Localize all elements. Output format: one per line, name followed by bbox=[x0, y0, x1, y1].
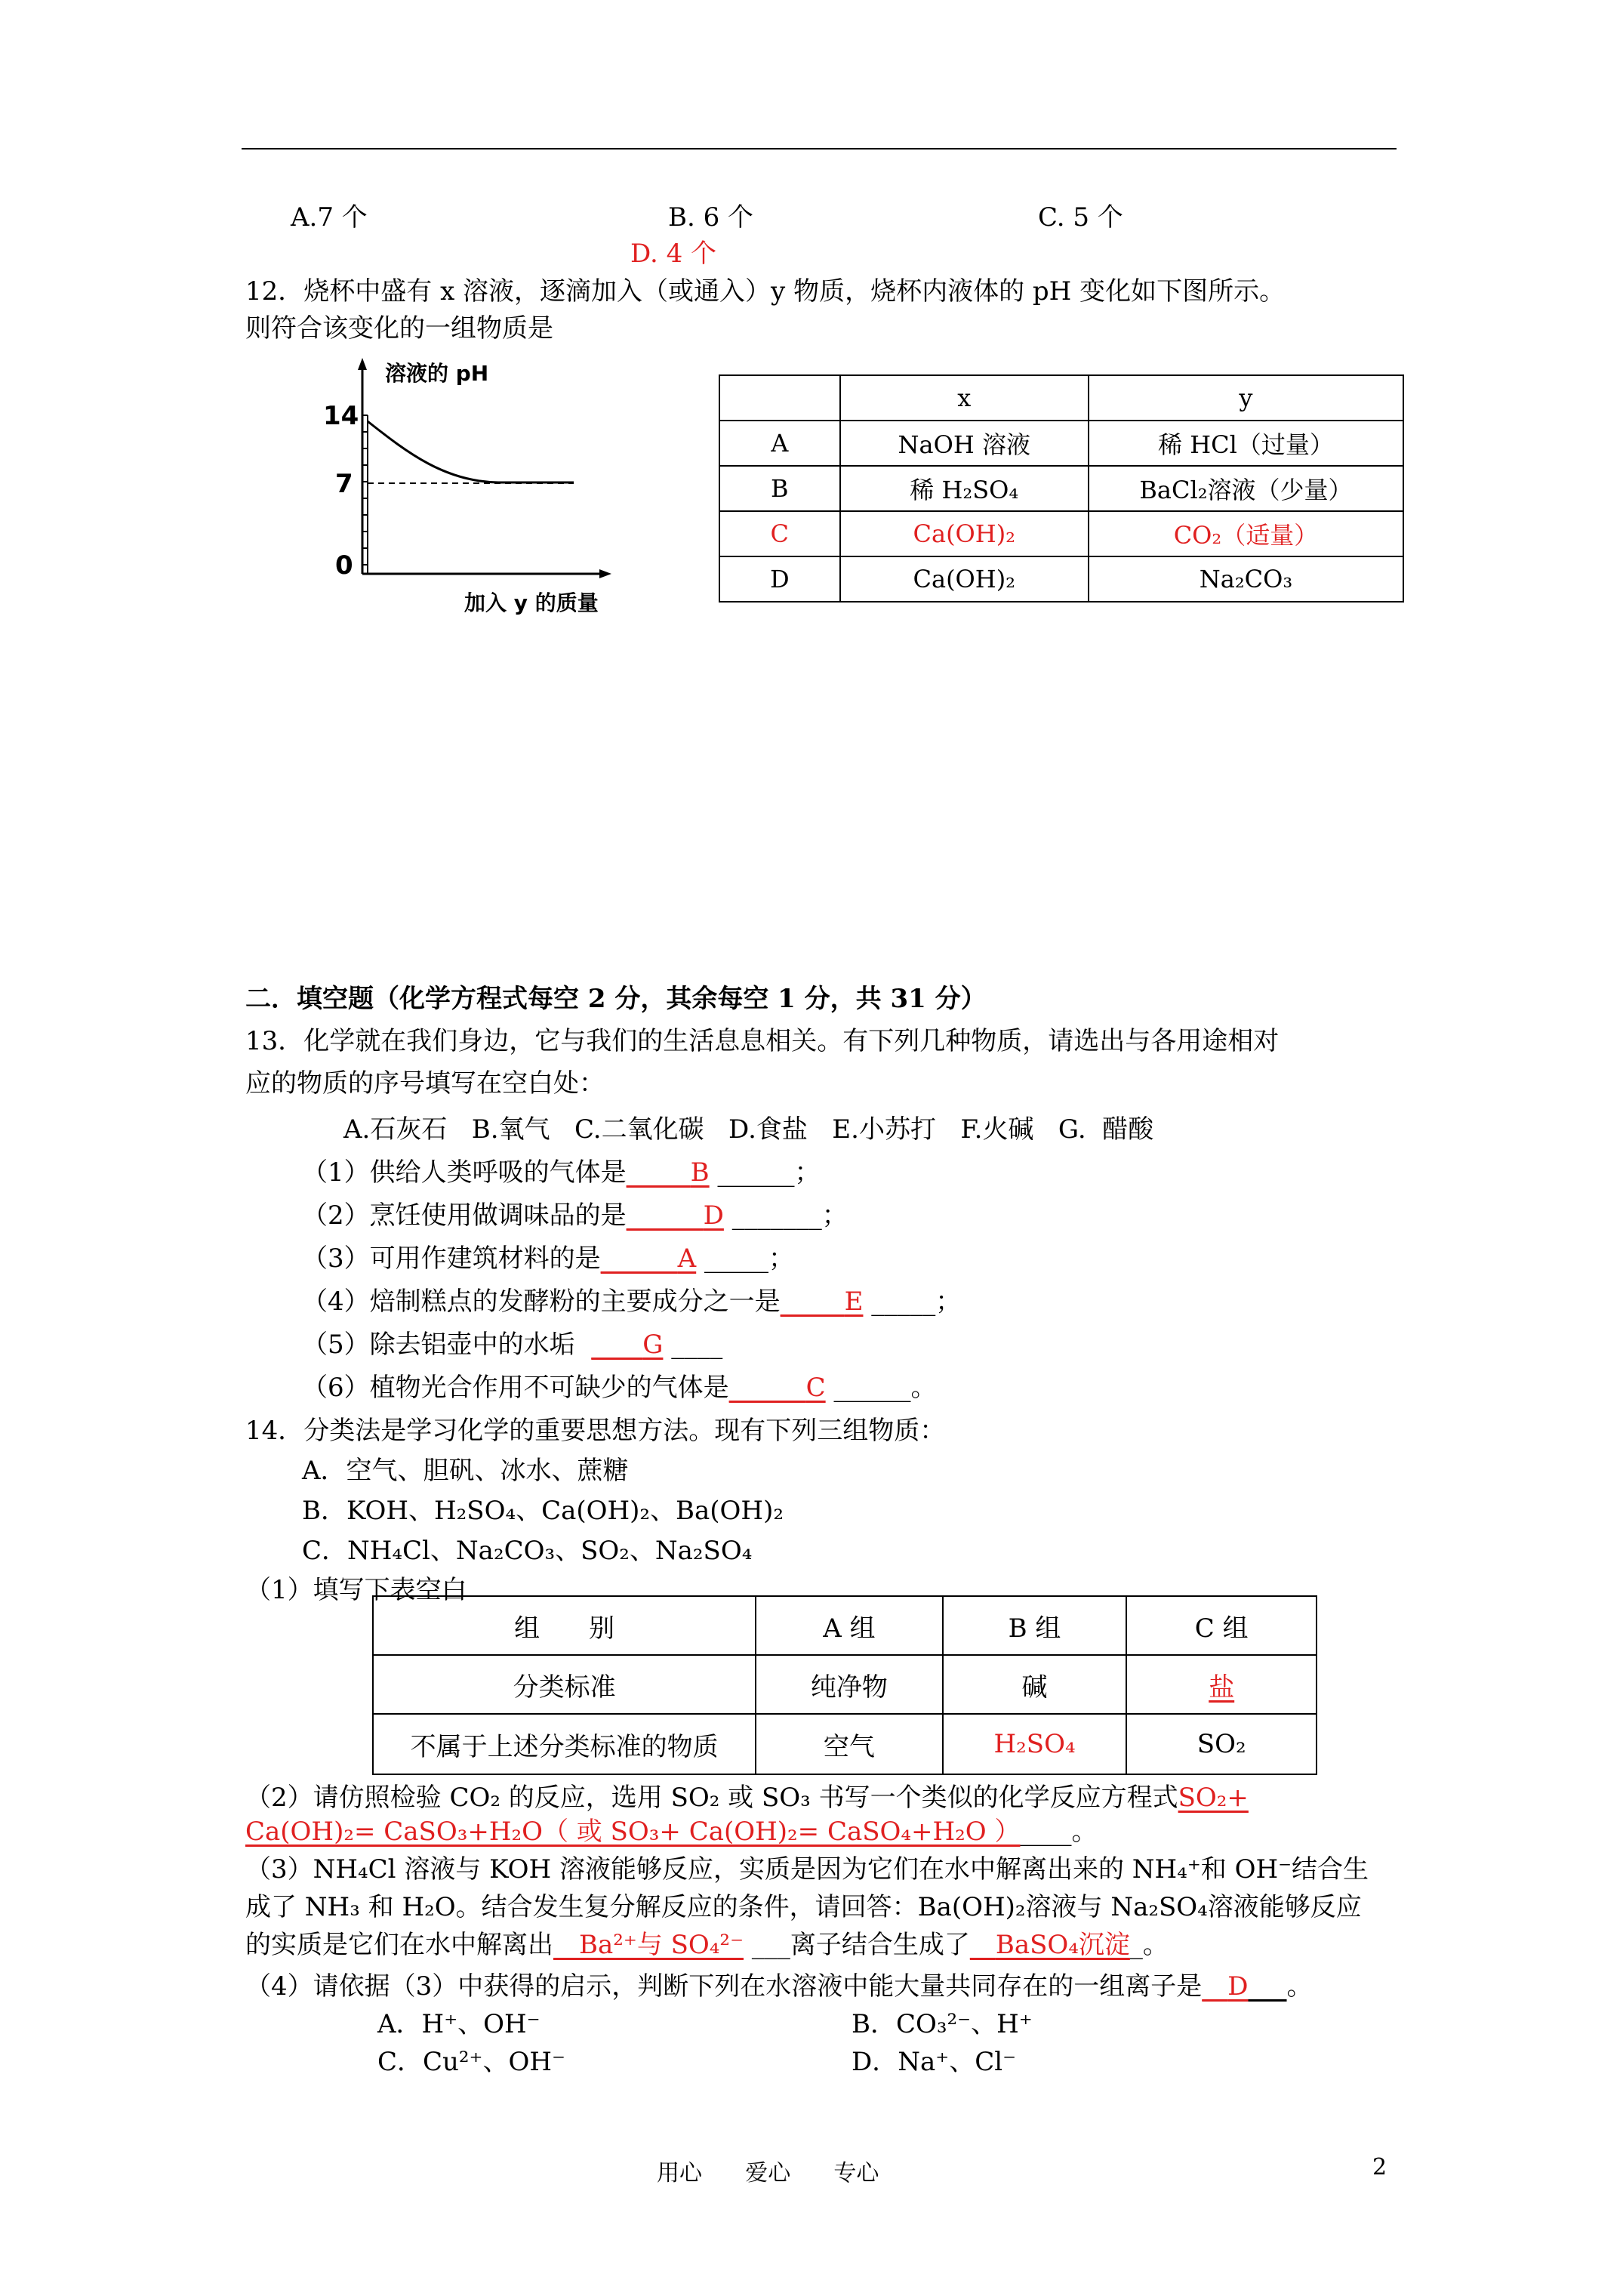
q14-row1-b: 碱 bbox=[943, 1655, 1127, 1714]
q13-options: A.石灰石 B.氧气 C.二氧化碳 D.食盐 E.小苏打 F.火碱 G. 醋酸 bbox=[343, 1114, 1154, 1145]
ph-graph bbox=[317, 355, 634, 619]
q14-th-group: 组 别 bbox=[373, 1596, 756, 1655]
q13-stem-line2: 应的物质的序号填写在空白处： bbox=[245, 1068, 605, 1099]
q13-answer-5: G bbox=[642, 1330, 664, 1360]
q12-row-a-y: 稀 HCl（过量） bbox=[1089, 421, 1403, 466]
q14-row1-label: 分类标准 bbox=[373, 1655, 756, 1714]
q14-part2-answer-a: SO₂+ bbox=[1178, 1783, 1249, 1813]
q12-row-d-label: D bbox=[719, 556, 840, 602]
q13-item-2: （2）烹饪使用做调味品的是______D _______； bbox=[302, 1200, 848, 1231]
q12-row-c-y: CO₂（适量） bbox=[1089, 511, 1403, 556]
q13-answer-2: D bbox=[703, 1200, 724, 1231]
q14-part1: （1）填写下表空白 bbox=[245, 1575, 467, 1605]
footer-motto: 用心 爱心 专心 bbox=[657, 2160, 879, 2187]
q12-stem-line1: 12．烧杯中盛有 x 溶液，逐滴加入（或通入）y 物质，烧杯内液体的 pH 变化如下图所示。 bbox=[245, 276, 1286, 307]
q12-row-a-label: A bbox=[719, 421, 840, 466]
q12-table bbox=[719, 374, 1404, 603]
ph-graph-tick-0: 0 bbox=[335, 550, 353, 581]
q14-row1-a: 纯净物 bbox=[756, 1655, 943, 1714]
q14-part4-answer: D bbox=[1227, 1971, 1249, 2002]
q12-th-blank bbox=[719, 375, 840, 421]
q13-stem-line1: 13．化学就在我们身边，它与我们的生活息息相关。有下列几种物质，请选出与各用途相对 bbox=[245, 1026, 1280, 1056]
q14-row2-c: SO₂ bbox=[1126, 1714, 1317, 1774]
q14-part3-answer-1: Ba²⁺与 SO₄²⁻ bbox=[579, 1930, 744, 1960]
q14-part3-line1: （3）NH₄Cl 溶液与 KOH 溶液能够反应，实质是因为它们在水中解离出来的 NH₄⁺和 OH⁻结合生 bbox=[245, 1854, 1369, 1885]
q14-row1-c-answer: 盐 bbox=[1126, 1655, 1317, 1714]
q13-item-1: （1）供给人类呼吸的气体是_____B ______； bbox=[302, 1157, 821, 1188]
ph-graph-ylabel: 溶液的 pH bbox=[385, 361, 489, 386]
q14-row2-a: 空气 bbox=[756, 1714, 943, 1774]
q14-part3-line2: 成了 NH₃ 和 H₂O。结合发生复分解反应的条件，请回答：Ba(OH)₂溶液与 Na₂SO₄溶液能够反应 bbox=[245, 1892, 1362, 1922]
q12-stem-line2: 则符合该变化的一组物质是 bbox=[245, 313, 553, 344]
q12-row-c-label: C bbox=[719, 511, 840, 556]
q14-option-a: A．H⁺、OH⁻ bbox=[377, 2009, 540, 2039]
q11-option-c: C. 5 个 bbox=[1038, 202, 1123, 233]
q14-th-c: C 组 bbox=[1126, 1596, 1317, 1655]
q13-answer-4: E bbox=[844, 1287, 864, 1317]
q14-option-c: C．Cu²⁺、OH⁻ bbox=[377, 2047, 565, 2077]
q14-group-a: A．空气、胆矾、冰水、蔗糖 bbox=[302, 1456, 629, 1486]
q14-part2-line1: （2）请仿照检验 CO₂ 的反应，选用 SO₂ 或 SO₃ 书写一个类似的化学反应方程式SO₂+ bbox=[245, 1783, 1249, 1813]
q14-part3-answer-2: BaSO₄沉淀 bbox=[995, 1930, 1130, 1960]
q14-row2-b-answer: H₂SO₄ bbox=[943, 1714, 1127, 1774]
q13-answer-6: C bbox=[805, 1373, 826, 1403]
q14-th-b: B 组 bbox=[943, 1596, 1127, 1655]
q14-group-b: B．KOH、H₂SO₄、Ca(OH)₂、Ba(OH)₂ bbox=[302, 1496, 784, 1526]
q13-item-4: （4）焙制糕点的发酵粉的主要成分之一是_____E _____； bbox=[302, 1287, 962, 1317]
q14-part3-line3: 的实质是它们在水中解离出__Ba²⁺与 SO₄²⁻ ___离子结合生成了__BaSO₄沉淀_。 bbox=[245, 1930, 1169, 1960]
q14-intro: 14．分类法是学习化学的重要思想方法。现有下列三组物质： bbox=[245, 1416, 946, 1446]
q12-row-d-x: Ca(OH)₂ bbox=[840, 556, 1089, 602]
q12-row-b-y: BaCl₂溶液（少量） bbox=[1089, 466, 1403, 511]
q11-option-b: B. 6 个 bbox=[668, 202, 754, 233]
q14-row2-label: 不属于上述分类标准的物质 bbox=[373, 1714, 756, 1774]
ph-graph-tick-7: 7 bbox=[335, 469, 353, 499]
q14-part2-answer-b: Ca(OH)₂= CaSO₃+H₂O（ 或 SO₃+ Ca(OH)₂= CaSO₄+H₂O ） bbox=[245, 1817, 1021, 1847]
section2-title: 二．填空题（化学方程式每空 2 分，其余每空 1 分，共 31 分） bbox=[245, 984, 987, 1014]
q13-answer-3: A bbox=[677, 1244, 697, 1274]
q14-group-c: C．NH₄Cl、Na₂CO₃、SO₂、Na₂SO₄ bbox=[302, 1536, 753, 1566]
q14-option-d: D．Na⁺、Cl⁻ bbox=[852, 2047, 1017, 2077]
page-number: 2 bbox=[1372, 2154, 1387, 2180]
q13-item-3: （3）可用作建筑材料的是______A _____； bbox=[302, 1244, 795, 1274]
q12-row-d-y: Na₂CO₃ bbox=[1089, 556, 1403, 602]
header-rule bbox=[242, 148, 1397, 149]
q12-row-c-x: Ca(OH)₂ bbox=[840, 511, 1089, 556]
ph-graph-xlabel: 加入 y 的质量 bbox=[464, 590, 599, 615]
q12-row-a-x: NaOH 溶液 bbox=[840, 421, 1089, 466]
q12-th-x: x bbox=[840, 375, 1089, 421]
q13-item-5: （5）除去铝壶中的水垢 ____G ____ bbox=[302, 1330, 723, 1360]
ph-graph-tick-14: 14 bbox=[323, 401, 359, 431]
q14-part2-line2: Ca(OH)₂= CaSO₃+H₂O（ 或 SO₃+ Ca(OH)₂= CaSO₄+H₂O ）____。 bbox=[245, 1817, 1098, 1847]
q13-answer-1: B bbox=[690, 1157, 710, 1188]
q11-answer-d: D. 4 个 bbox=[630, 239, 717, 269]
q12-row-b-x: 稀 H₂SO₄ bbox=[840, 466, 1089, 511]
q12-row-b-label: B bbox=[719, 466, 840, 511]
q14-option-b: B．CO₃²⁻、H⁺ bbox=[852, 2009, 1033, 2039]
q11-option-a: A.7 个 bbox=[291, 202, 368, 233]
q12-th-y: y bbox=[1089, 375, 1403, 421]
q14-th-a: A 组 bbox=[756, 1596, 943, 1655]
q14-part4: （4）请依据（3）中获得的启示，判断下列在水溶液中能大量共同存在的一组离子是__D___。 bbox=[245, 1971, 1313, 2002]
q13-item-6: （6）植物光合作用不可缺少的气体是______C ______。 bbox=[302, 1373, 937, 1403]
q14-table bbox=[372, 1595, 1317, 1775]
